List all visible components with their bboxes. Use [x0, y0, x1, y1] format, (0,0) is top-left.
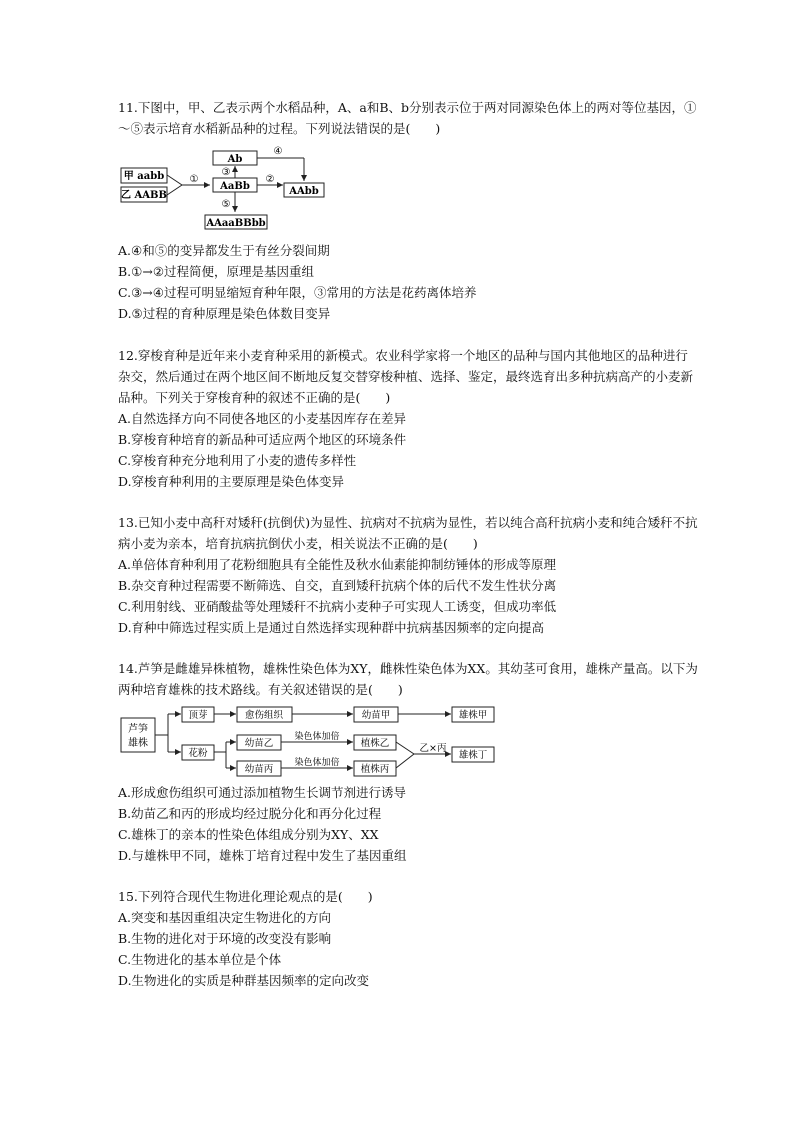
option-14-a[interactable]: A.形成愈伤组织可通过添加植物生长调节剂进行诱导 [118, 785, 407, 800]
question-14-stem: 14.芦笋是雌雄异株植物，雄株性染色体为XY，雌株性染色体为XX。其幼茎可食用，雄株产量高。以下为两种培育雄株的技术路线。有关叙述错误的是( ) [118, 661, 698, 697]
question-11-stem: 11.下图中，甲、乙表示两个水稻品种，A、a和B、b分别表示位于两对同源染色体上的两对等位基因，①～⑤表示培育水稻新品种的过程。下列说法错误的是( ) [118, 100, 697, 136]
label-zhu-yi: 植株乙 [360, 738, 390, 749]
option-13-b[interactable]: B.杂交育种过程需要不断筛选、自交，直到矮秆抗病个体的后代不发生性状分离 [118, 578, 557, 593]
option-12-a[interactable]: A.自然选择方向不同使各地区的小麦基因库存在差异 [118, 411, 407, 426]
step-3: ③ [221, 167, 231, 178]
label-aabb-final: AAbb [289, 186, 319, 197]
option-11-b[interactable]: B.①→②过程简便，原理是基因重组 [118, 264, 315, 279]
option-13-c[interactable]: C.利用射线、亚硝酸盐等处理矮秆不抗病小麦种子可实现人工诱变，但成功率低 [118, 599, 557, 614]
breeding-diagram-11 [118, 145, 328, 235]
option-11-c[interactable]: C.③→④过程可明显缩短育种年限，③常用的方法是花药离体培养 [118, 285, 477, 300]
question-15 [118, 886, 698, 991]
label-tetra: AAaaBBbb [206, 218, 266, 229]
option-12-c[interactable]: C.穿梭育种充分地利用了小麦的遗传多样性 [118, 453, 357, 468]
question-14 [118, 658, 698, 700]
label-youmiao-jia: 幼苗甲 [361, 710, 391, 721]
option-15-d[interactable]: D.生物进化的实质是种群基因频率的定向改变 [118, 973, 370, 988]
option-12-b[interactable]: B.穿梭育种培育的新品种可适应两个地区的环境条件 [118, 432, 407, 447]
label-dingya: 顶芽 [188, 710, 208, 721]
question-12-stem: 12.穿梭育种是近年来小麦育种采用的新模式。农业科学家将一个地区的品种与国内其他地区的品种进行杂交，然后通过在两个地区间不断地反复交替穿梭种植、选择、鉴定，最终选育出多种抗病高产的小麦新品种。下列关于穿梭育种的叙述不正确的是( ) [118, 348, 694, 405]
option-14-b[interactable]: B.幼苗乙和丙的形成均经过脱分化和再分化过程 [118, 806, 382, 821]
label-yi: 乙 AABB [121, 190, 167, 201]
label-zhu-bing: 植株丙 [360, 764, 390, 775]
option-11-a[interactable]: A.④和⑤的变异都发生于有丝分裂间期 [118, 243, 330, 258]
option-13-a[interactable]: A.单倍体育种利用了花粉细胞具有全能性及秋水仙素能抑制纺锤体的形成等原理 [118, 557, 557, 572]
option-12-d[interactable]: D.穿梭育种利用的主要原理是染色体变异 [118, 474, 345, 489]
label-source-1: 芦笋 [128, 724, 148, 735]
label-huafen: 花粉 [188, 748, 208, 759]
option-15-a[interactable]: A.突变和基因重组决定生物进化的方向 [118, 910, 332, 925]
question-11 [118, 97, 698, 139]
step-2: ② [265, 174, 275, 185]
option-11-d[interactable]: D.⑤过程的育种原理是染色体数目变异 [118, 306, 331, 321]
question-13 [118, 512, 698, 638]
label-jiabei-2: 染色体加倍 [294, 758, 340, 768]
breeding-diagram-14 [118, 702, 498, 778]
question-12 [118, 345, 698, 492]
question-14-options [118, 782, 698, 866]
label-ab: Ab [227, 154, 243, 165]
label-source-2: 雄株 [128, 738, 148, 749]
option-15-b[interactable]: B.生物的进化对于环境的改变没有影响 [118, 931, 332, 946]
label-xiongzhu-ding: 雄株丁 [458, 750, 488, 761]
label-youmiao-yi: 幼苗乙 [244, 738, 274, 749]
option-15-c[interactable]: C.生物进化的基本单位是个体 [118, 952, 282, 967]
question-11-options [118, 240, 698, 324]
label-cross: 乙×丙 [419, 743, 447, 754]
question-13-stem: 13.已知小麦中高秆对矮秆(抗倒伏)为显性、抗病对不抗病为显性，若以纯合高秆抗病小麦和纯合矮秆不抗病小麦为亲本，培育抗病抗倒伏小麦，相关说法不正确的是( ) [118, 515, 698, 551]
step-4: ④ [273, 146, 283, 157]
label-youmiao-bing: 幼苗丙 [244, 764, 274, 775]
label-jiabei-1: 染色体加倍 [294, 732, 340, 742]
label-aabb-mid: AaBb [220, 181, 250, 192]
label-yushang: 愈伤组织 [244, 710, 284, 721]
option-14-c[interactable]: C.雄株丁的亲本的性染色体组成分别为XY、XX [118, 827, 379, 842]
step-5: ⑤ [221, 199, 231, 210]
label-jia: 甲 aabb [123, 171, 165, 182]
option-13-d[interactable]: D.育种中筛选过程实质上是通过自然选择实现种群中抗病基因频率的定向提高 [118, 620, 545, 635]
option-14-d[interactable]: D.与雄株甲不同，雄株丁培育过程中发生了基因重组 [118, 848, 407, 863]
step-1: ① [189, 174, 199, 185]
label-xiongzhu-jia: 雄株甲 [458, 710, 488, 721]
question-15-stem: 15.下列符合现代生物进化理论观点的是( ) [118, 889, 373, 904]
